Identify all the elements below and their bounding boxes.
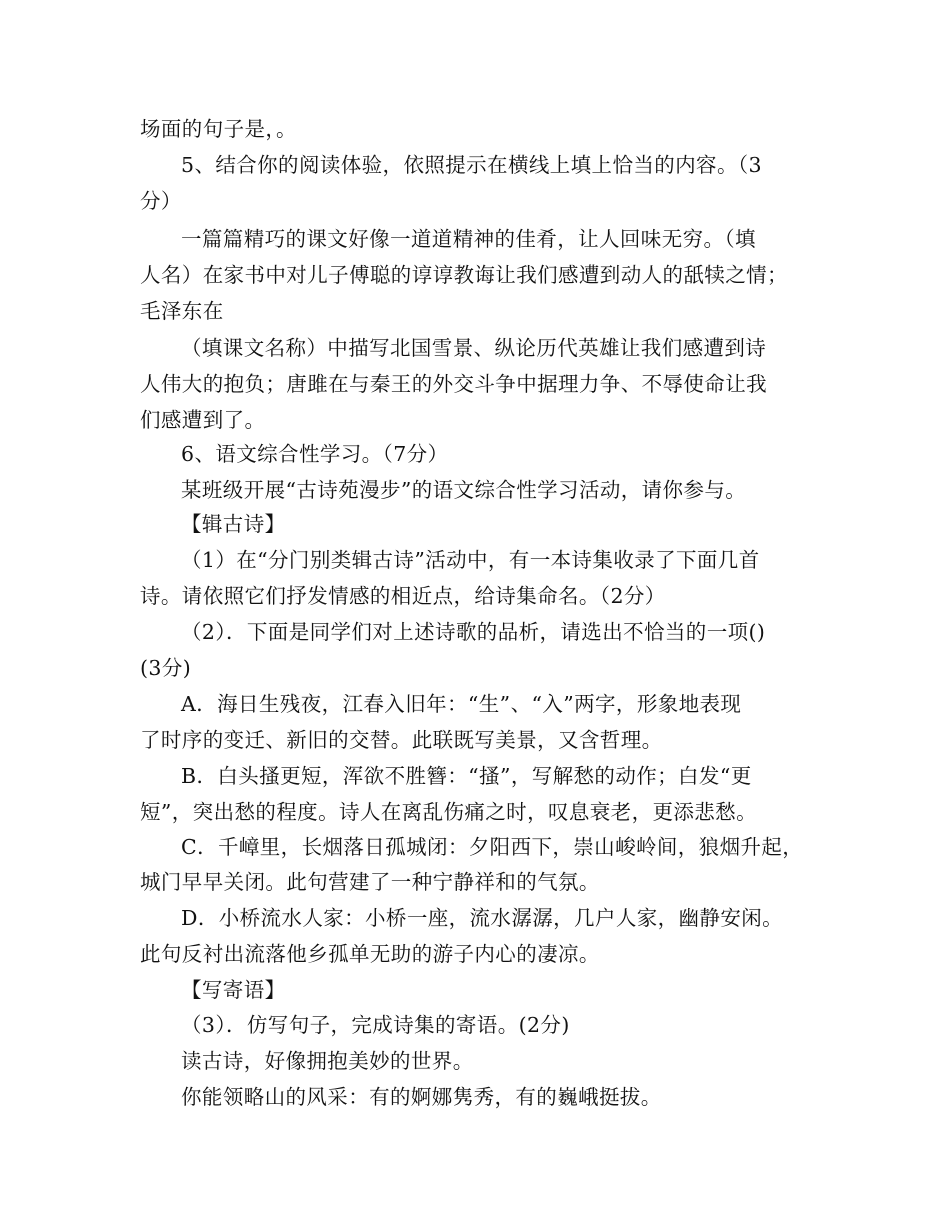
sub-question-3: （3）．仿写句子，完成诗集的寄语。(2分) bbox=[181, 1013, 570, 1037]
text-line: 城门早早关闭。此句营建了一种宁静祥和的气氛。 bbox=[140, 870, 600, 894]
text-line: 你能领略山的风采：有的婀娜隽秀，有的巍峨挺拔。 bbox=[181, 1085, 662, 1109]
question-5-prompt: 5、结合你的阅读体验，依照提示在横线上填上恰当的内容。（3 bbox=[181, 153, 762, 177]
text-line: （填课文名称）中描写北国雪景、纵论历代英雄让我们感遭到诗 bbox=[181, 336, 767, 360]
text-line: 了时序的变迁、新旧的交替。此联既写美景，又含哲理。 bbox=[140, 728, 663, 752]
section-heading-ji-gu-shi: 【辑古诗】 bbox=[181, 512, 286, 536]
question-6-heading: 6、语文综合性学习。（7分） bbox=[181, 442, 449, 466]
option-c: C．千嶂里，长烟落日孤城闭：夕阳西下，崇山峻岭间，狼烟升起， bbox=[181, 835, 804, 859]
section-heading-xie-ji-yu: 【写寄语】 bbox=[181, 978, 286, 1002]
text-line: 某班级开展“古诗苑漫步”的语文综合性学习活动，请你参与。 bbox=[181, 478, 747, 502]
text-line: 一篇篇精巧的课文好像一道道精神的佳肴，让人回味无穷。（填 bbox=[181, 227, 756, 251]
text-line: 短”，突出愁的程度。诗人在离乱伤痛之时，叹息衰老，更添悲愁。 bbox=[140, 800, 757, 824]
sub-question-2: （2）．下面是同学们对上述诗歌的品析，请选出不恰当的一项() bbox=[181, 620, 766, 644]
text-line: 人名）在家书中对儿子傅聪的谆谆教诲让我们感遭到动人的舐犊之情； bbox=[140, 263, 788, 287]
option-b: B．白头搔更短，浑欲不胜簪：“搔”，写解愁的动作；白发“更 bbox=[181, 764, 752, 788]
text-line: 诗。请依照它们抒发情感的相近点，给诗集命名。（2分） bbox=[140, 584, 666, 608]
text-line: 人伟大的抱负；唐雎在与秦王的外交斗争中据理力争、不辱使命让我 bbox=[140, 372, 767, 396]
sub-question-1: （1）在“分门别类辑古诗”活动中，有一本诗集收录了下面几首 bbox=[181, 548, 760, 572]
text-line: 们感遭到了。 bbox=[140, 408, 266, 432]
text-line: (3分) bbox=[140, 656, 192, 680]
text-line: 毛泽东在 bbox=[140, 299, 224, 323]
text-line: 读古诗，好像拥抱美妙的世界。 bbox=[181, 1049, 474, 1073]
text-line: 分） bbox=[140, 189, 182, 213]
text-line: 此句反衬出流落他乡孤单无助的游子内心的凄凉。 bbox=[140, 942, 600, 966]
text-line: 场面的句子是，。 bbox=[140, 117, 297, 141]
option-a: A．海日生残夜，江春入旧年：“生”、“入”两字，形象地表现 bbox=[181, 692, 742, 716]
option-d: D．小桥流水人家：小桥一座，流水潺潺，几户人家，幽静安闲。 bbox=[181, 906, 784, 930]
